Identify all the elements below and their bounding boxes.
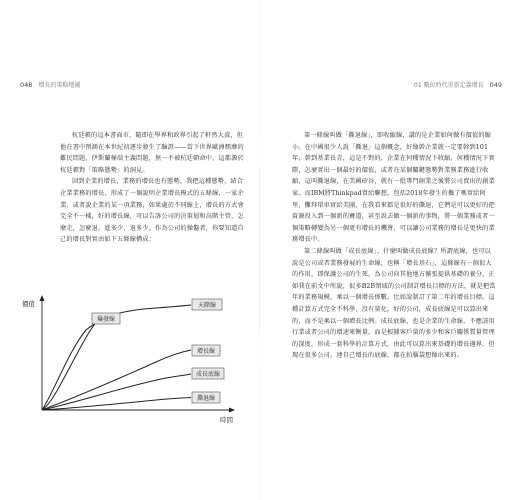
growth-lines-chart	[6, 292, 246, 427]
series-label-growth	[192, 345, 220, 356]
series-label-burst	[92, 313, 120, 324]
x-axis-arrow	[229, 408, 235, 413]
y-axis-label: 價值	[22, 300, 35, 308]
series-label-base	[192, 368, 224, 379]
right-page	[260, 0, 520, 500]
chart-svg	[6, 292, 246, 427]
right-running-head: 01 數位時代重新定義增長	[414, 82, 484, 89]
right-page-number: 049	[489, 80, 502, 89]
y-axis-arrow	[40, 295, 45, 301]
right-page-header	[414, 80, 502, 89]
series-label-base-text: 成長底線	[195, 371, 221, 378]
left-paragraph-1: 杭廷頓的這本書面市，隨即在學界和政界引起了軒然大波，但他在書中預測在本世紀初逐步發生了驗證——當下世界歐洲頹靡的難民問題，伊斯蘭極端主義問題，無一不被杭廷頓命中，這都源於杭廷頓對「策略態勢」的洞見。	[60, 132, 244, 174]
right-paragraph-1: 第一條線叫做「撕退線」，即收縮線，講的是企業如何做有價值的縮小。在中國很少人說「撕退」這個概念，好像幹企業就一定要幹到101年，幹到基業長青，這是不對的，企業在何種情況下收縮，何種情況下實際，怎麼實出一個最好的價值，或者在某個關鍵態勢對業務業務進行收縮，這叫撕退線，在美國矽谷，就有一批專門創業之後將公司賣出的創業家。而IBM將Thinkpad賣給聯想，包括2018年發生的攜了嗎實給阿里，攤拜單車實給美團，在我看來都是很好的撕退，它們是可以更好的把資源投入到一個新的賽道，甚至說去做一個新的事物，將一個業務或者一個策略轉變為另一個更有增長的機會，可以讓公司業務的增長是更快的業務增長中。	[292, 132, 495, 244]
right-paragraph-2: 第二條線叫做「成長底線」，什麼叫做成長底線？所謂底線，也可以說是公司或者業務發展的生命線，也稱「增長基石」，這條線有一個很大的作用，即保護公司的生死，為公司向其他地方擴張提供基礎的養分，正如我在前文中所說，很多B2B領域的公司制訂增長目標的方法，就是把當年的業務規模，乘以一個增長係數。比如說制訂了第二年的增長目標，這種計算方式完全不科學，沒有量化，好的公司，成長底線是可以算出來的，而不是乘以一個增長比例。成長底線，也是企業的生命線，不應該用行業或者公司的增速來衡量，而是根據客戶量的多少和客戶關係質量管理的深度，形成一套科學的計算方式，由此可以算出來基礎的增長邊界，但現在很多公司，連自己增長的底線，都在拍腦袋想像出來的。	[292, 247, 496, 360]
right-body-text	[292, 130, 496, 362]
series-label-retreat	[192, 392, 220, 403]
left-paragraph-2: 回到企業的增長，業務的增長也有態勢。我把這種態勢，結合企業業務的增長，形成了一個說明企業增長模式的五條線，一家企業，或者說企業的某一項業務，如果處於不同線上，增長的方式會完全不一樣，好的增長線，可以告訴公司的決策層和高階主管，怎麼走，怎麼退，進多少，退多少。作為公司的操盤者，你要知道自己的增長對實由如下五條線構成：	[60, 178, 244, 244]
left-page-number: 048	[20, 80, 33, 89]
series-line-growth	[42, 350, 191, 410]
left-body-text	[60, 130, 246, 246]
left-page-header	[20, 80, 80, 89]
series-label-skyline-text: 天際線	[197, 302, 217, 309]
x-axis-label: 時間	[220, 416, 233, 424]
series-label-burst-text: 爆發線	[96, 316, 116, 323]
series-line-burst	[42, 322, 96, 410]
series-label-skyline	[192, 299, 222, 310]
series-label-retreat-text: 撕退線	[196, 395, 216, 402]
series-label-growth-text: 增長線	[196, 348, 216, 355]
series-line-retreat	[42, 398, 191, 411]
left-running-head: 增長的策略地圖	[38, 82, 81, 89]
